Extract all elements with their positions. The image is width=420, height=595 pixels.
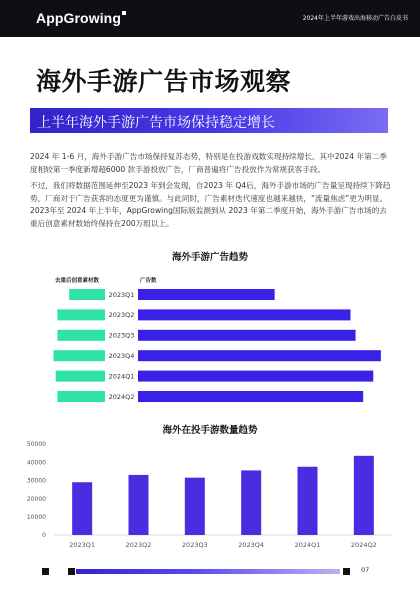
game-count-chart: [0, 434, 420, 554]
category-label: 2024Q2: [108, 392, 135, 401]
category-label: 2023Q4: [108, 352, 135, 360]
ads-bar: [138, 330, 356, 341]
column-bar: [129, 475, 149, 535]
game-count-chart-title: 海外在投手游数量趋势: [162, 425, 258, 436]
footer-square-icon: [343, 568, 350, 575]
column-bar: [241, 470, 261, 535]
appgrowing-logo: [36, 10, 126, 26]
ads-bar: [138, 350, 381, 361]
x-tick-label: 2023Q4: [238, 541, 265, 549]
page-number: 07: [361, 566, 370, 574]
footer-square-icon: [68, 568, 75, 575]
category-label: 2023Q2: [108, 311, 135, 320]
ad-trend-chart: [0, 284, 420, 410]
ads-bar: [138, 371, 373, 382]
ads-bar: [138, 309, 351, 320]
ads-bar: [138, 391, 363, 402]
paragraph-1: 2024 年 1-6 月，海外手游广告市场保持复苏态势，特别是在投游戏数实现持续增长。其中2024 年第二季度相较第一季度新增超6000 款手游投放广告，厂商普遍将广告投放作为常规获客手段。: [30, 152, 387, 174]
logo-text: AppGrowing: [36, 10, 121, 26]
category-label: 2023Q3: [108, 331, 135, 340]
x-tick-label: 2023Q3: [181, 541, 208, 549]
creatives-bar: [57, 309, 105, 320]
column-bar: [354, 456, 374, 535]
column-bar: [298, 467, 318, 535]
column-bar: [72, 482, 92, 535]
x-tick-label: 2024Q2: [350, 541, 377, 549]
ad-trend-chart-title: 海外手游广告趋势: [171, 252, 248, 263]
y-tick-label: 0: [42, 532, 46, 540]
header-bar: [0, 0, 420, 37]
y-tick-label: 10000: [26, 514, 46, 521]
legend-ads: 广告数: [140, 278, 157, 284]
footer-square-icon: [42, 568, 49, 575]
x-tick-label: 2023Q1: [69, 541, 96, 549]
y-tick-label: 40000: [26, 459, 46, 467]
x-tick-label: 2023Q2: [125, 541, 152, 549]
footer-gradient-line: [76, 569, 340, 574]
y-tick-label: 30000: [26, 477, 46, 485]
creatives-bar: [53, 350, 105, 361]
y-tick-label: 50000: [26, 441, 46, 449]
section-subtitle-bar: [30, 108, 388, 133]
creatives-bar: [69, 289, 105, 300]
category-label: 2024Q1: [108, 372, 135, 381]
logo-dot-icon: [122, 11, 126, 15]
legend-creatives: 去重后创意素材数: [55, 278, 100, 284]
ads-bar: [138, 289, 275, 300]
creatives-bar: [56, 371, 105, 382]
creatives-bar: [57, 391, 105, 402]
paragraph-2: 不过，我们将数据范围延伸至2023 年到会发现，自2023 年 Q4后，海外手游市场的广告量呈现持续下降趋势，厂商对于广告获客的态度更为谨慎。与此同时，广告素材迭代速度也越来越快，“流量焦虑”更为明显。2023年至 2024 年上半年，AppGrowing国际版监测到从 2023 年第二季度开始，海外手游广告市场的去重后创意素材数始终保持在200万组以上。: [30, 181, 391, 228]
column-bar: [185, 478, 205, 535]
x-tick-label: 2024Q1: [294, 541, 321, 549]
category-label: 2023Q1: [108, 290, 135, 299]
page-title: 海外手游广告市场观察: [36, 67, 292, 96]
report-title: 2024年上半年游戏出海移动广告白皮书: [302, 15, 408, 22]
creatives-bar: [57, 330, 105, 341]
y-tick-label: 20000: [26, 495, 46, 503]
section-subtitle: 上半年海外手游广告市场保持稳定增长: [37, 115, 275, 131]
